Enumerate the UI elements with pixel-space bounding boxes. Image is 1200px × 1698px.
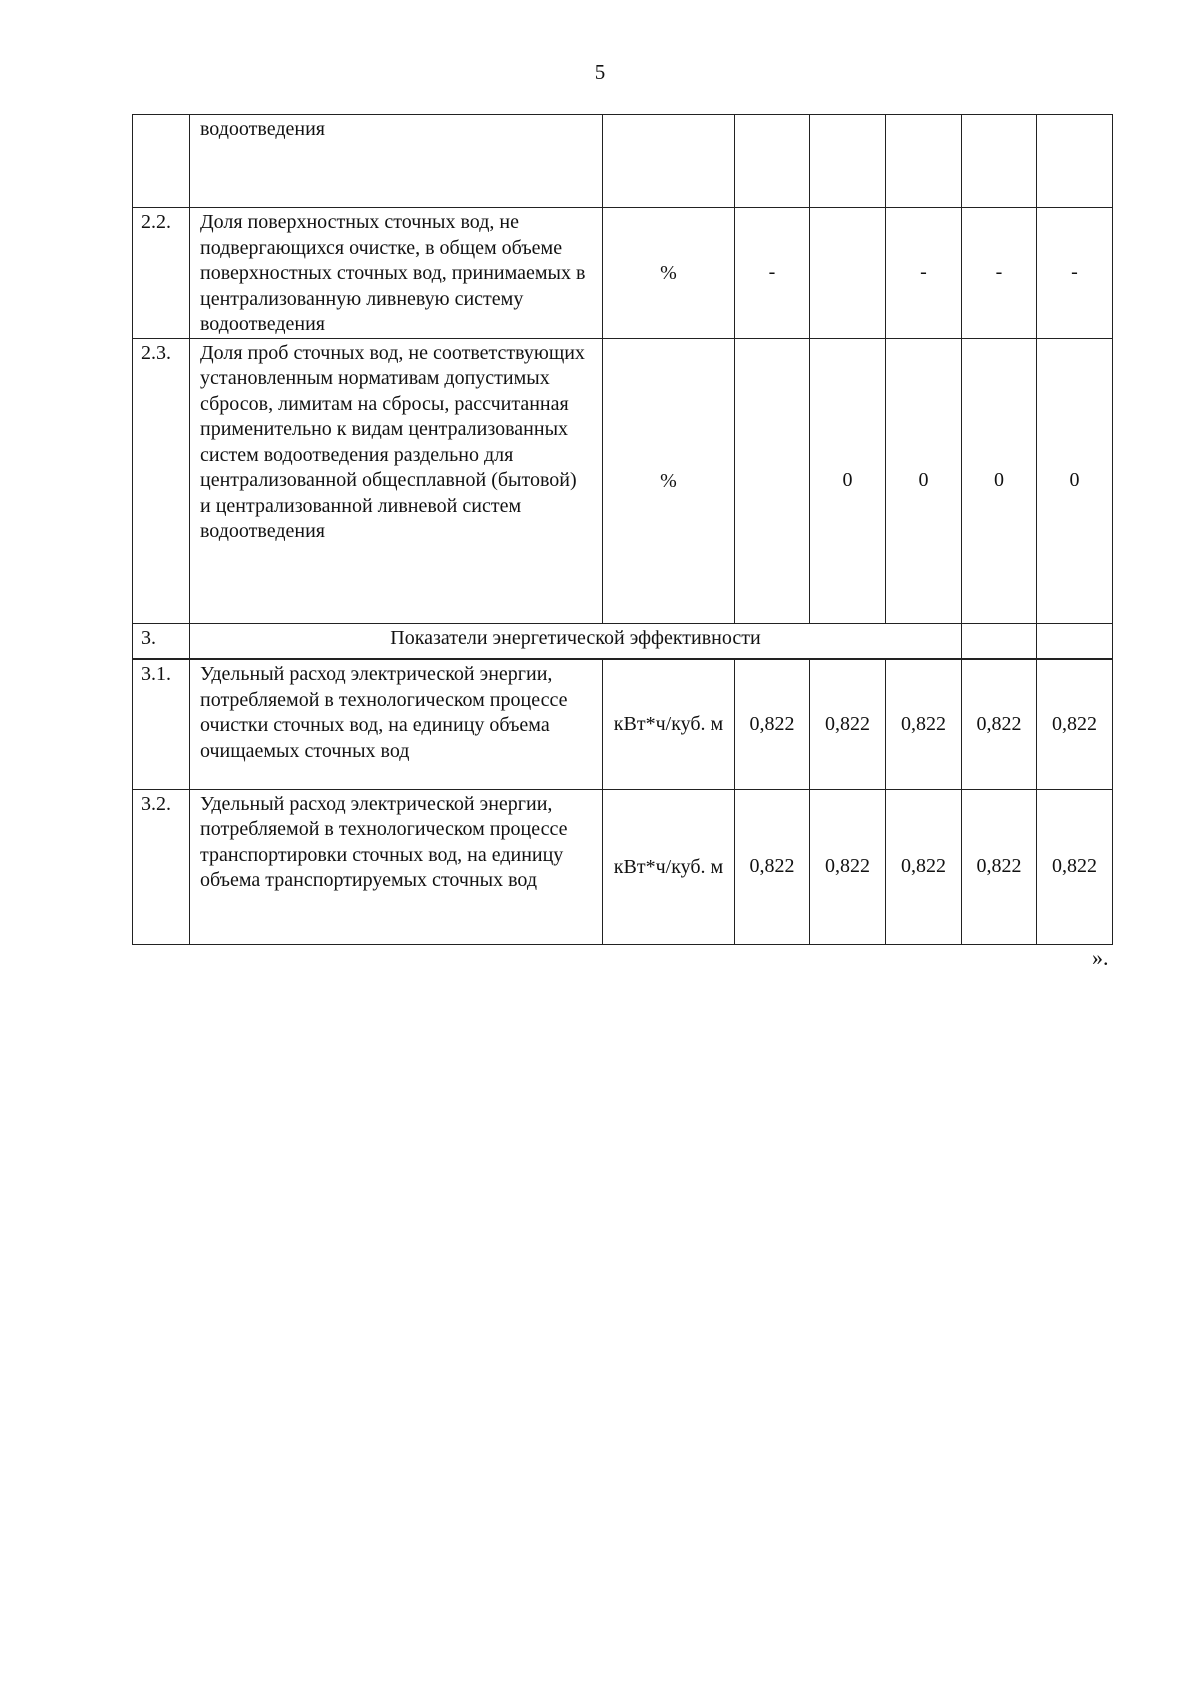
value-cell: 0	[810, 338, 886, 623]
row-number: 2.2.	[133, 208, 190, 339]
value-cell	[810, 115, 886, 208]
indicators-table	[132, 114, 1113, 945]
indicator-name: водоотведения	[190, 115, 603, 208]
indicator-name: Удельный расход электрической энергии, потребляемой в технологическом процессе очистки сточных вод, на единицу объема очищаемых сточных вод	[190, 659, 603, 789]
value-cell: 0,822	[735, 789, 810, 944]
value-cell: 0,822	[735, 659, 810, 789]
closing-quote-mark: ».	[1092, 945, 1109, 970]
unit-cell: кВт*ч/куб. м	[603, 789, 735, 944]
value-cell	[962, 115, 1037, 208]
unit-cell: кВт*ч/куб. м	[603, 659, 735, 789]
value-cell	[1037, 115, 1113, 208]
value-cell: 0	[886, 338, 962, 623]
table-row	[133, 208, 1113, 339]
value-cell: 0,822	[886, 659, 962, 789]
row-number	[133, 115, 190, 208]
value-cell	[886, 115, 962, 208]
unit-cell: %	[603, 208, 735, 339]
value-cell: 0,822	[1037, 789, 1113, 944]
value-cell: 0,822	[962, 659, 1037, 789]
section-title: Показатели энергетической эффективности	[190, 623, 962, 659]
value-cell: 0,822	[810, 789, 886, 944]
value-cell	[735, 115, 810, 208]
table-row	[133, 338, 1113, 623]
value-cell: 0,822	[886, 789, 962, 944]
value-cell: -	[735, 208, 810, 339]
value-cell	[735, 338, 810, 623]
value-cell: -	[1037, 208, 1113, 339]
unit-cell	[603, 115, 735, 208]
row-number: 3.1.	[133, 659, 190, 789]
value-cell	[962, 623, 1037, 659]
value-cell: 0	[962, 338, 1037, 623]
table-row	[133, 659, 1113, 789]
value-cell	[810, 208, 886, 339]
value-cell: -	[886, 208, 962, 339]
indicator-name: Удельный расход электрической энергии, потребляемой в технологическом процессе транспортировки сточных вод, на единицу объема транспортируемых сточных вод	[190, 789, 603, 944]
value-cell	[1037, 623, 1113, 659]
page-number: 5	[594, 60, 606, 84]
unit-cell: %	[603, 338, 735, 623]
value-cell: -	[962, 208, 1037, 339]
row-number: 3.2.	[133, 789, 190, 944]
indicator-name: Доля проб сточных вод, не соответствующих установленным нормативам допустимых сбросов, лимитам на сбросы, рассчитанная применительно к видам централизованных систем водоотведения раздельно для централизованной общесплавной (бытовой) и централизованной ливневой систем водоотведения	[190, 338, 603, 623]
table-row	[133, 789, 1113, 944]
value-cell: 0,822	[962, 789, 1037, 944]
section-number: 3.	[133, 623, 190, 659]
indicator-name: Доля поверхностных сточных вод, не подвергающихся очистке, в общем объеме поверхностных сточных вод, принимаемых в централизованную ливневую систему водоотведения	[190, 208, 603, 339]
value-cell: 0,822	[1037, 659, 1113, 789]
row-number: 2.3.	[133, 338, 190, 623]
value-cell: 0,822	[810, 659, 886, 789]
table-row	[133, 115, 1113, 208]
value-cell: 0	[1037, 338, 1113, 623]
section-row	[133, 623, 1113, 659]
